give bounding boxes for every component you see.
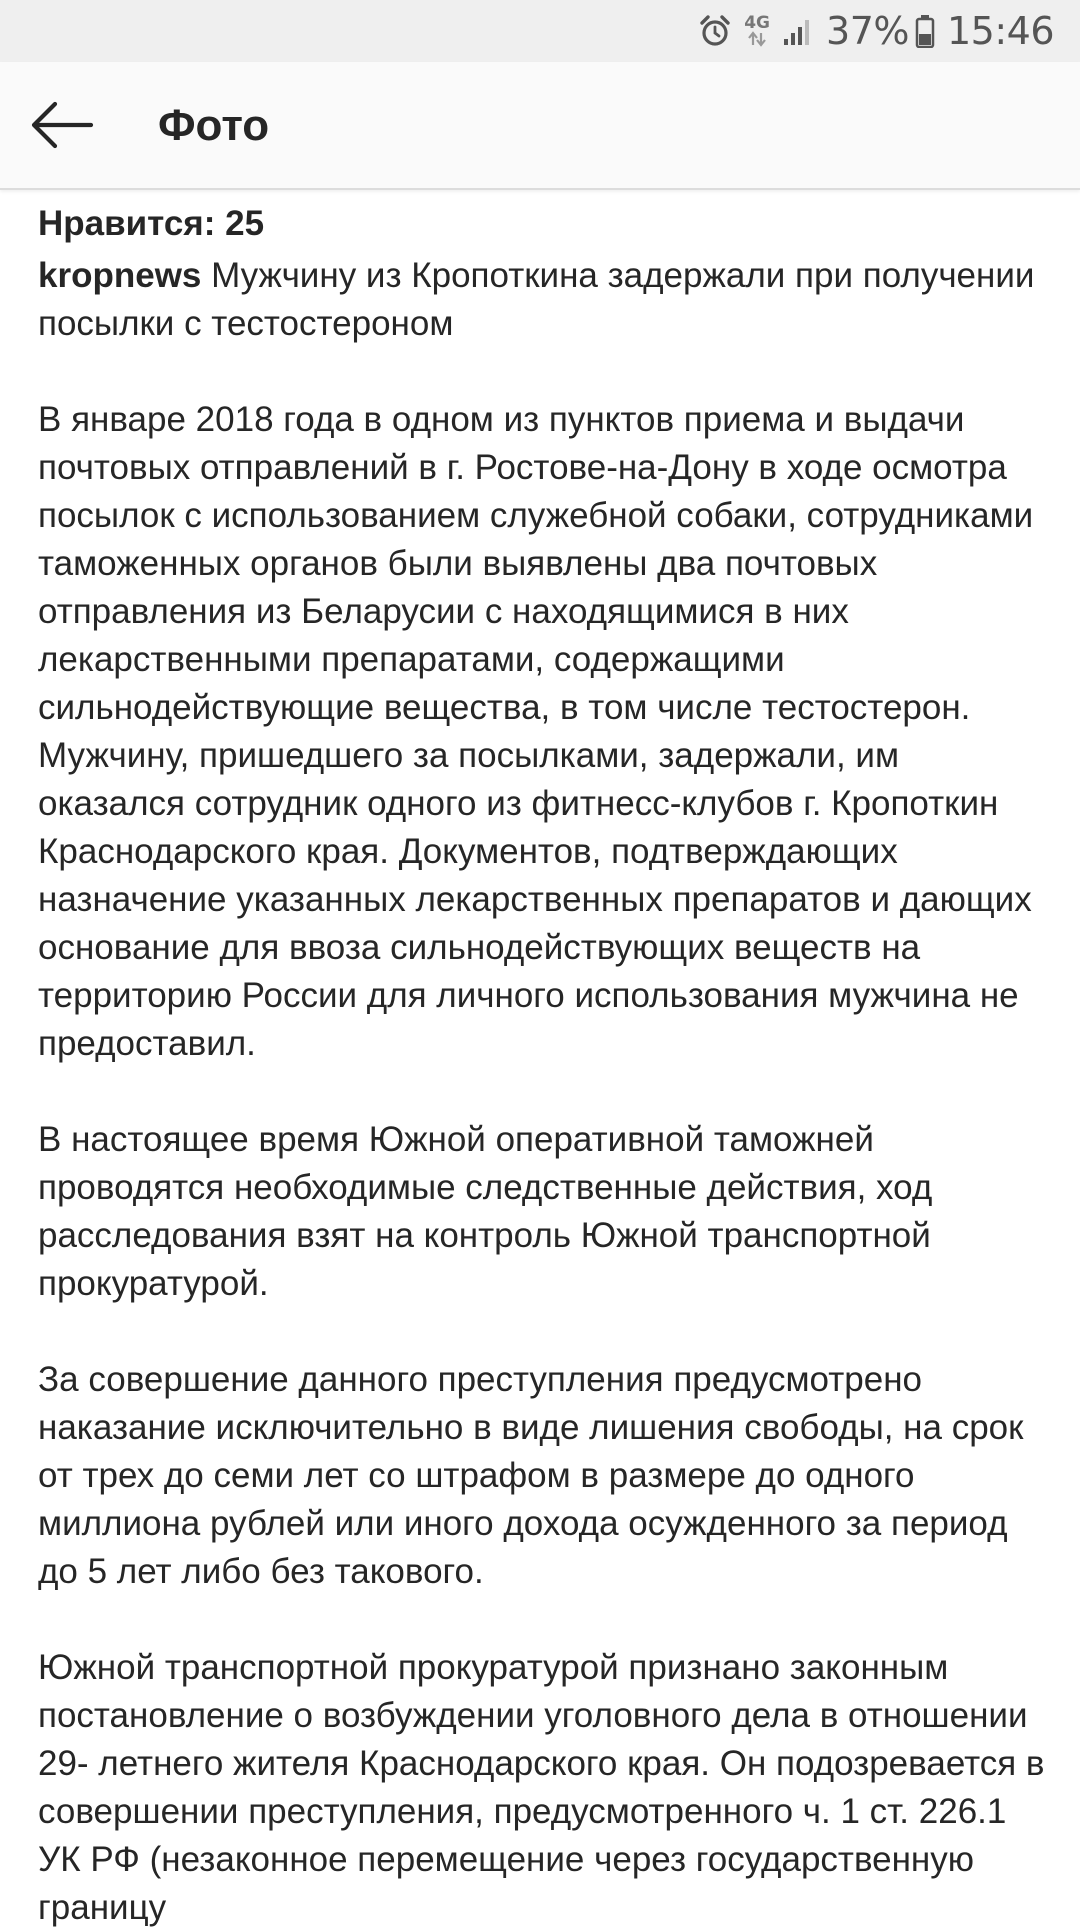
battery-percent: 37%	[826, 9, 909, 53]
post-content	[38, 196, 1048, 1932]
clock-time: 15:46	[946, 9, 1054, 53]
data-arrows-icon	[746, 31, 768, 47]
caption-text: Мужчину из Кропоткина задержали при получении посылки с тестостероном В январе 2018 года в одном из пунктов приема и выдачи почтовых отправлений в г. Ростове-на-Дону в ходе осмотра посылок с использованием служебной собаки, сотрудниками таможенных органов были выявлены два почтовых отправления из Беларусии с находящимися в них лекарственными препаратами, содержащими сильнодействующие вещества, в том числе тестостерон. Мужчину, пришедшего за посылками, задержали, им оказался сотрудник одного из фитнесс-клубов г. Кропоткин Краснодарского края. Документов, подтверждающих назначение указанных лекарственных препаратов и дающих основание для ввоза сильнодействующих веществ на территорию России для личного использования мужчина не предоставил. В настоящее время Южной оперативной таможней проводятся необходимые следственные действия, ход расследования взят на контроль Южной транспортной прокуратурой. За совершение данного преступления предусмотрено наказание исключительно в виде лишения свободы, на срок от трех до семи лет со штрафом в размере до одного миллиона рублей или иного дохода осужденного за период до 5 лет либо без такового. Южной транспортной прокуратурой признано законным постановление о возбуждении уголовного дела в отношении 29- летнего жителя Краснодарского края. Он подозревается в совершении преступления, предусмотренного ч. 1 ст. 226.1 УК РФ (незаконное перемещение через государственную границу	[38, 256, 1045, 1927]
back-button[interactable]	[22, 92, 102, 158]
page-title: Фото	[158, 101, 270, 150]
network-type-label: 4G	[744, 13, 771, 33]
arrow-left-icon	[29, 100, 95, 150]
app-bar	[0, 62, 1080, 190]
alarm-clock-icon	[698, 14, 732, 48]
post-caption	[38, 252, 1048, 1932]
author-username[interactable]: kropnews	[38, 256, 202, 295]
likes-count[interactable]: Нравится: 25	[38, 204, 265, 243]
signal-bars-icon	[782, 15, 814, 47]
status-bar	[0, 0, 1080, 62]
network-type-indicator	[744, 15, 770, 47]
battery-icon	[915, 14, 935, 48]
